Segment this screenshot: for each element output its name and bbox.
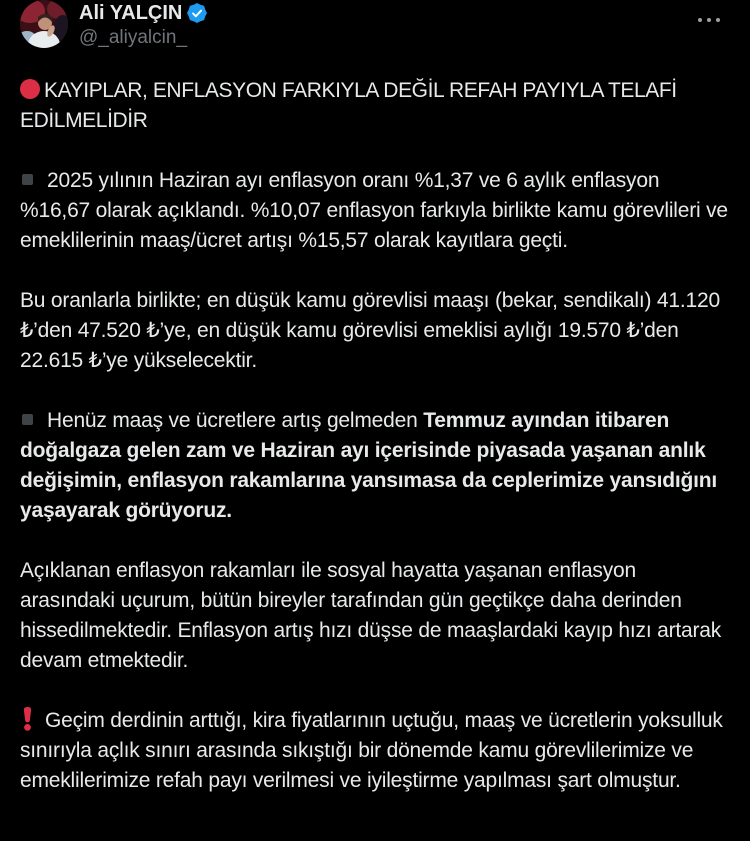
black-small-square-emoji	[22, 174, 33, 185]
more-horizontal-icon[interactable]	[694, 14, 724, 26]
tweet-header	[0, 0, 750, 49]
paragraph-3-bold: Temmuz ayından itibaren doğalgaza gelen zam ve Haziran ayı içerisinde piyasada yaşanan anlık değişimin, enflasyon rakamlarına yansımasa da ceplerimize yansıdığını yaşayarak görüyoruz.	[20, 409, 717, 522]
paragraph-5	[20, 706, 730, 796]
paragraph-2-text: Bu oranlarla birlikte; en düşük kamu görevlisi maaşı (bekar, sendikalı) 41.120 ₺’den 47.520 ₺’ye, en düşük kamu görevlisi emeklisi aylığı 19.570 ₺’den 22.615 ₺’ye yükselecektir.	[20, 289, 720, 372]
paragraph-2	[20, 286, 730, 376]
user-names	[79, 0, 207, 49]
paragraph-3	[20, 406, 730, 526]
paragraph-1-text: 2025 yılının Haziran ayı enflasyon oranı %1,37 ve 6 aylık enflasyon %16,67 olarak açıklandı. %10,07 enflasyon farkıyla birlikte kamu görevlileri ve emeklilerinin maaş/ücret artışı %15,57 olarak kayıtlara geçti.	[20, 169, 728, 252]
tweet-title	[20, 76, 730, 136]
red-exclamation-emoji	[22, 707, 33, 731]
tweet-body	[0, 76, 750, 796]
red-circle-emoji	[20, 79, 40, 99]
paragraph-1	[20, 166, 730, 256]
verified-badge-icon	[187, 3, 207, 23]
paragraph-4-text: Açıklanan enflasyon rakamları ile sosyal hayatta yaşanan enflasyon arasındaki uçurum, bütün bireyler tarafından gün geçtikçe daha derinden hissedilmektedir. Enflasyon artış hızı düşse de maaşlardaki kayıp hızı artarak devam etmektedir.	[20, 559, 722, 672]
paragraph-4	[20, 556, 730, 676]
avatar[interactable]	[20, 0, 68, 48]
tweet-title-text: KAYIPLAR, ENFLASYON FARKIYLA DEĞİL REFAH PAYIYLA TELAFİ EDİLMELİDİR	[20, 79, 677, 132]
paragraph-5-text: Geçim derdinin arttığı, kira fiyatlarının uçtuğu, maaş ve ücretlerin yoksulluk sınırıyla açlık sınırı arasında sıkıştığı bir dönemde kamu görevlilerimize ve emeklilerimize refah payı verilmesi ve iyileştirme yapılması şart olmuştur.	[20, 709, 723, 792]
user-handle[interactable]: @_aliyalcin_	[79, 27, 188, 48]
paragraph-3-lead: Henüz maaş ve ücretlere artış gelmeden	[47, 409, 424, 432]
black-small-square-emoji	[22, 414, 33, 425]
display-name[interactable]: Ali YALÇIN	[79, 2, 183, 24]
avatar-photo	[20, 0, 68, 48]
